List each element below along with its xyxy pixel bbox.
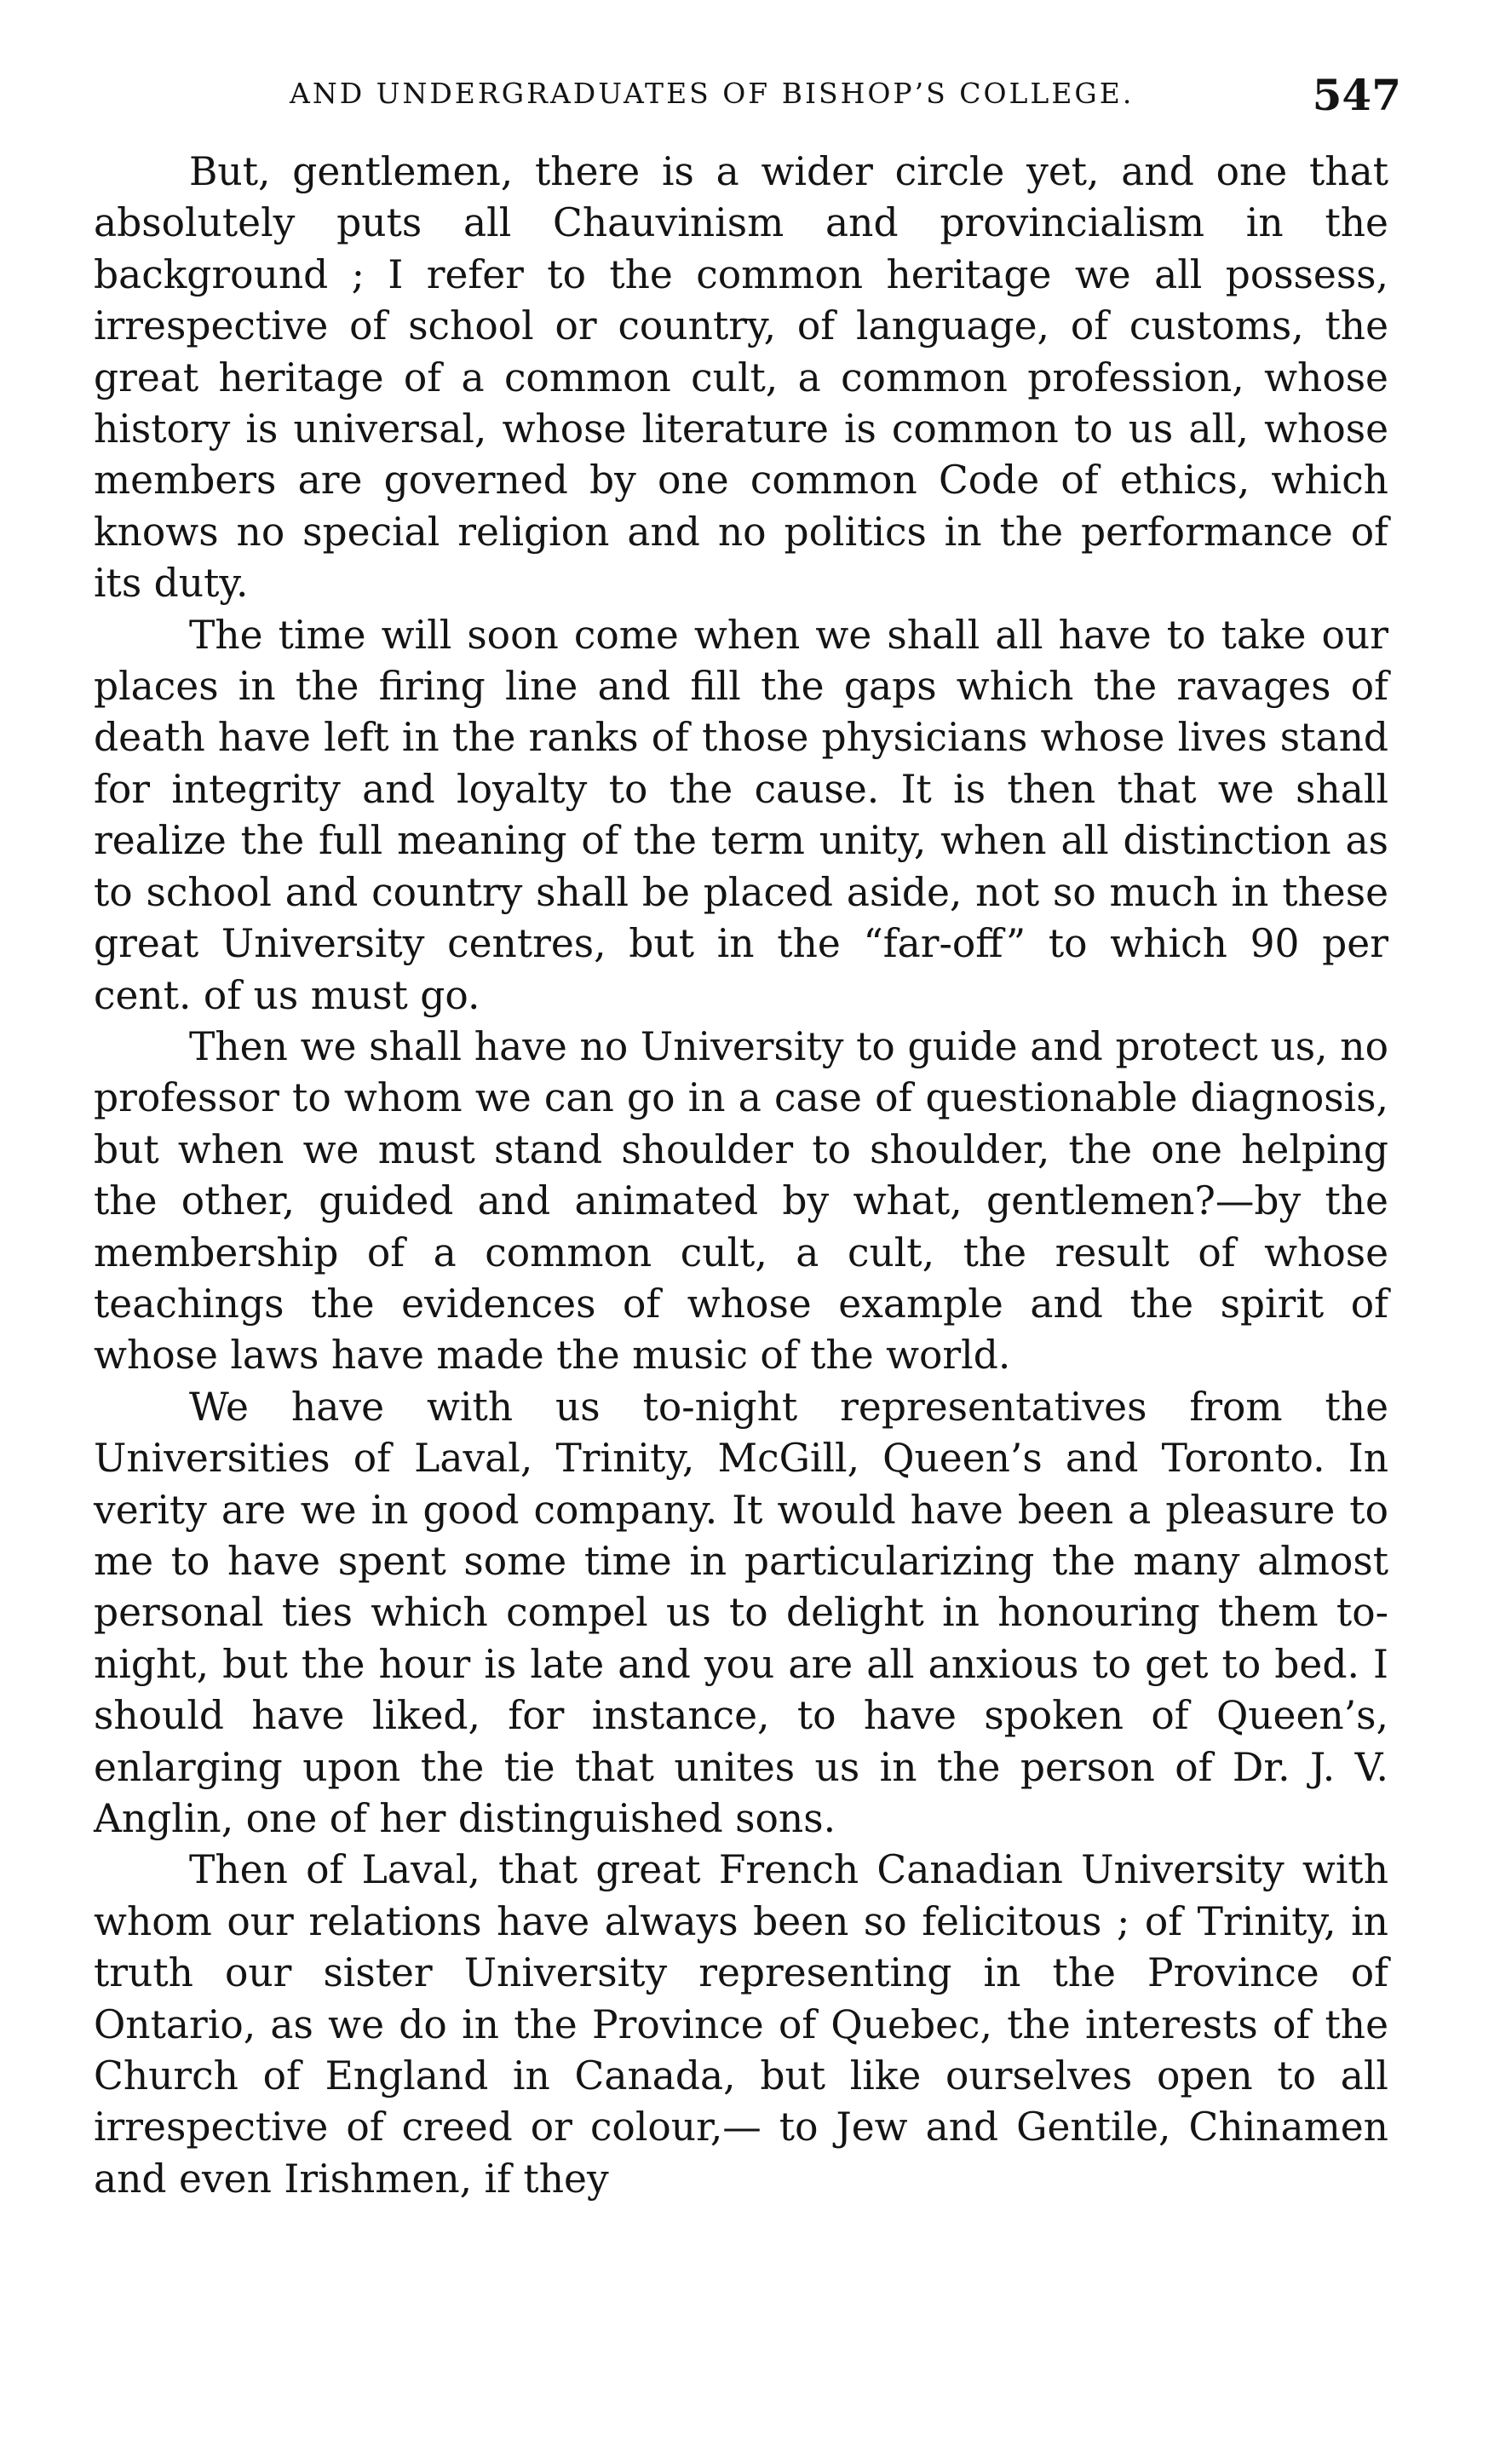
paragraph-firing-line: The time will soon come when we shall all have to take our places in the firing line and fill the gaps which the ravages of death have left in the ranks of those physicians whose lives stand for integrity and loyalty to the cause. It is then that we shall realize the full meaning of the term unity, when all distinction as to school and country shall be placed aside, not so much in these great University centres, but in the “far-off” to which 90 per cent. of us must go.: [94, 612, 1388, 1018]
paragraph-wider-circle: But, gentlemen, there is a wider circle yet, and one that absolutely puts all Chauvinism and provincialism in the background ; I refer to the common heritage we all possess, irrespective of school or country, of language, of customs, the great heritage of a common cult, a common profession, whose history is universal, whose literature is common to us all, whose members are governed by one common Code of ethics, which knows no special religion and no politics in the performance of its duty.: [94, 149, 1388, 607]
paragraph-laval-trinity: Then of Laval, that great French Canadian University with whom our relations have always been so felicitous ; of Trinity, in truth our sister University representing in the Province of Ontario, as we do in the Province of Quebec, the interests of the Church of England in Canada, but like ourselves open to all irrespective of creed or colour,— to Jew and Gentile, Chinamen and even Irishmen, if they: [94, 1847, 1388, 2202]
page-header: [94, 43, 1401, 136]
paragraph-representatives: We have with us to-night representatives from the Universities of Laval, Trinity, McGill, Queen’s and Toronto. In verity are we in good company. It would have been a pleasure to me to have spent some time in particularizing the many almost personal ties which compel us to delight in honouring them to-night, but the hour is late and you are all anxious to get to bed. I should have liked, for instance, to have spoken of Queen’s, enlarging upon the tie that unites us in the person of Dr. J. V. Anglin, one of her distinguished sons.: [94, 1384, 1388, 1841]
paragraph-no-university: Then we shall have no University to guide and protect us, no professor to whom we can go in a case of questionable diagnosis, but when we must stand shoulder to shoulder, the one helping the other, guided and animated by what, gentlemen?—by the membership of a common cult, a cult, the result of whose teachings the evidences of whose example and the spirit of whose laws have made the music of the world.: [94, 1023, 1388, 1379]
page-body: [94, 147, 1388, 2205]
page-number: 547: [1312, 70, 1401, 120]
running-head: AND UNDERGRADUATES OF BISHOP’S COLLEGE.: [290, 77, 1135, 110]
book-page: [94, 43, 1401, 2428]
